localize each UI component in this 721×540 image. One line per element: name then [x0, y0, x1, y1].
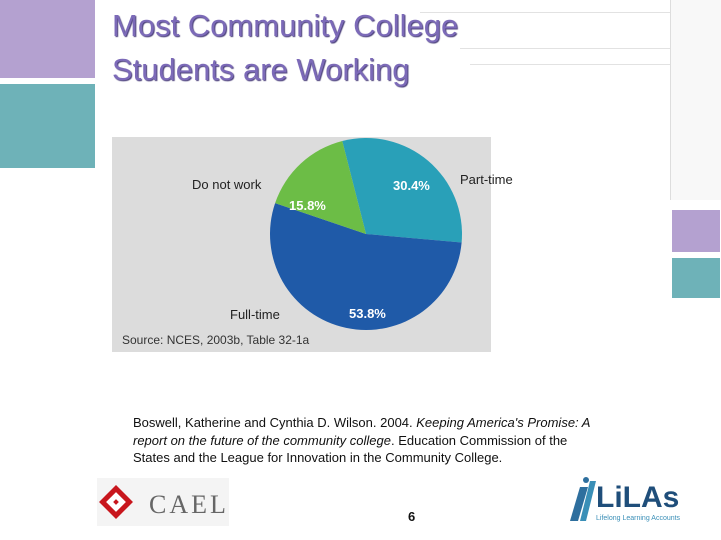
right-teal-block — [672, 258, 720, 298]
lilas-figures-icon — [570, 477, 596, 521]
slice-value-do-not-work: 15.8% — [289, 198, 326, 213]
left-teal-block — [0, 84, 95, 168]
citation-publisher: . Education Commission of the States and the League for Innovation in the Community College. — [133, 432, 568, 465]
chart-source: Source: NCES, 2003b, Table 32-1a — [122, 333, 310, 347]
right-white-block — [670, 0, 721, 200]
cael-logo — [97, 478, 229, 526]
slide-title — [112, 4, 458, 92]
title-line-1: Most Community College — [112, 8, 459, 43]
citation — [133, 414, 603, 467]
citation-authors: Boswell, Katherine and Cynthia D. Wilson. 2004. — [133, 415, 417, 430]
slice-label-full-time: Full-time — [230, 307, 280, 322]
citation-title: Keeping America's Promise: A report on the future of the community college — [133, 415, 590, 448]
lilas-tagline: Lifelong Learning Accounts — [596, 515, 681, 522]
lilas-logo — [566, 473, 691, 525]
lilas-logo-text: LiLAs — [596, 481, 680, 514]
title-line-2: Students are Working — [112, 52, 410, 87]
pie-chart-panel — [112, 137, 513, 352]
page-number: 6 — [408, 509, 416, 524]
title-rule-2 — [460, 48, 670, 49]
pie-chart — [112, 137, 513, 352]
right-purple-block — [672, 210, 720, 252]
slice-value-full-time: 53.8% — [349, 306, 386, 321]
slice-label-part-time: Part-time — [460, 172, 513, 187]
slice-label-do-not-work: Do not work — [192, 177, 262, 192]
title-rule-3 — [470, 64, 670, 65]
cael-diamond-icon — [99, 485, 133, 519]
slice-value-part-time: 30.4% — [393, 178, 430, 193]
cael-logo-text: CAEL — [149, 490, 229, 519]
left-purple-block — [0, 0, 95, 78]
